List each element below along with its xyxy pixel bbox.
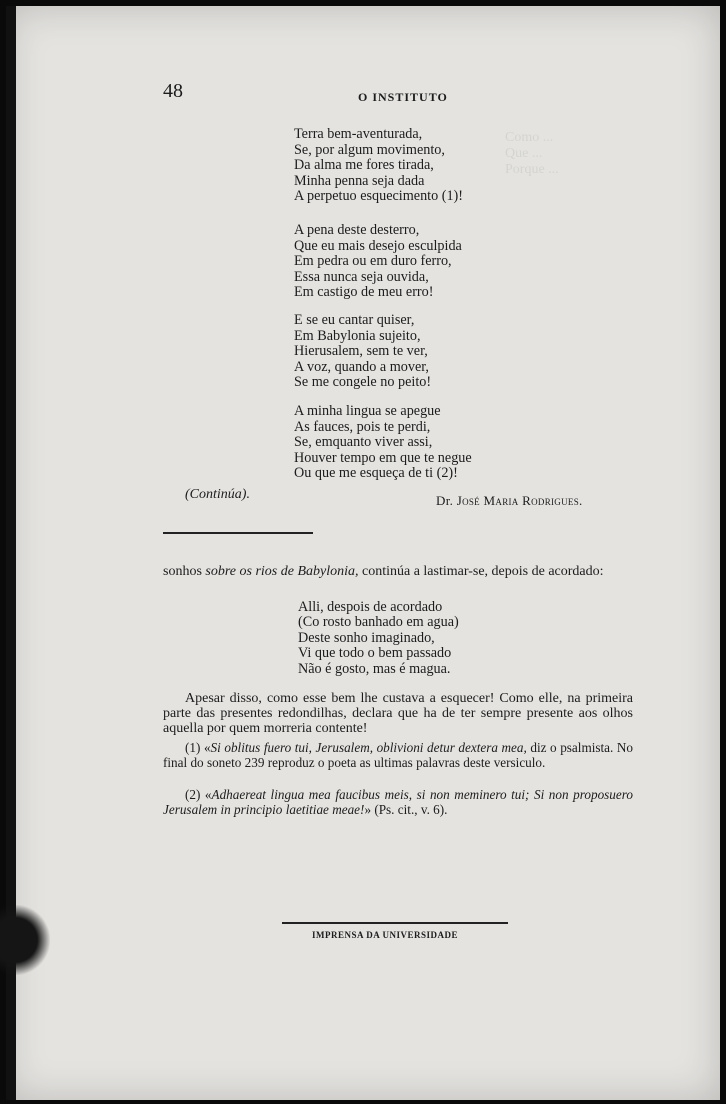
poem-line: Houver tempo em que te negue — [294, 449, 472, 466]
italic-phrase: sobre os rios de Babylonia, — [205, 564, 359, 579]
prose-paragraph-2: Apesar disso, como esse bem lhe custava a esquecer! Como elle, na primeira parte das presentes redondilhas, declara que ha de ter sempre presente aos olhos aquella por quem morreria contente! — [163, 691, 633, 737]
poem-line: Se me congele no peito! — [294, 374, 432, 391]
poem-line: Se, por algum movimento, — [294, 141, 445, 158]
poem-line: Em castigo de meu erro! — [294, 284, 434, 301]
author-prefix: Dr. — [436, 493, 454, 508]
poem-line: A pena deste desterro, — [294, 222, 420, 238]
page-number: 48 — [163, 80, 183, 102]
continua-note: (Continúa). — [185, 487, 250, 502]
poem-stanza-3 — [294, 313, 431, 391]
poem-line: A voz, quando a mover, — [294, 358, 429, 375]
poem-stanza-2 — [294, 223, 462, 301]
poem-line: Que eu mais desejo esculpida — [294, 237, 462, 254]
running-head: O INSTITUTO — [358, 90, 448, 104]
author-signature — [436, 493, 583, 509]
poem-line: Terra bem-aventurada, — [294, 126, 423, 142]
poem-line: Ou que me esqueça de ti (2)! — [294, 465, 458, 482]
bleed-through-text: Como ... Que ... Porque ... — [505, 130, 559, 177]
quoted-verse — [298, 600, 459, 677]
poem-stanza-4 — [294, 404, 472, 482]
imprint: IMPRENSA DA UNIVERSIDADE — [312, 930, 459, 940]
quote-line: Alli, despois de acordado — [298, 599, 443, 615]
quote-line: Deste sonho imaginado, — [298, 629, 435, 646]
footnote-1: (1) «Si oblitus fuero tui, Jerusalem, oblivioni detur dextera mea, diz o psalmista. No final do soneto 239 reproduz o poeta as ultimas palavras deste versiculo. — [163, 740, 633, 770]
ink-blot — [0, 905, 50, 975]
poem-line: As fauces, pois te perdi, — [294, 418, 431, 435]
quote-line: Não é gosto, mas é magua. — [298, 660, 451, 677]
poem-line: Da alma me fores tirada, — [294, 157, 434, 174]
poem-line: Essa nunca seja ouvida, — [294, 268, 429, 285]
poem-stanza-1 — [294, 127, 463, 205]
poem-line: Minha penna seja dada — [294, 172, 425, 189]
footnote-divider — [163, 532, 313, 534]
poem-line: A perpetuo esquecimento (1)! — [294, 188, 464, 205]
quote-line: (Co rosto banhado em agua) — [298, 614, 459, 631]
poem-line: Em Babylonia sujeito, — [294, 327, 421, 344]
author-name: José Maria Rodrigues. — [456, 493, 583, 508]
poem-line: A minha lingua se apegue — [294, 403, 441, 419]
footnote-2: (2) «Adhaereat lingua mea faucibus meis, si non meminero tui; Si non proposuero Jerusalem in principio laetitiae meae!» (Ps. cit., v. 6). — [163, 787, 633, 817]
poem-line: Se, emquanto viver assi, — [294, 434, 433, 451]
poem-line: E se eu cantar quiser, — [294, 312, 415, 328]
poem-line: Hierusalem, sem te ver, — [294, 343, 428, 360]
quote-line: Vi que todo o bem passado — [298, 645, 452, 662]
poem-line: Em pedra ou em duro ferro, — [294, 253, 452, 270]
imprint-rule — [282, 922, 508, 924]
prose-paragraph-1: sonhos sobre os rios de Babylonia, continúa a lastimar-se, depois de acordado: — [163, 564, 604, 579]
